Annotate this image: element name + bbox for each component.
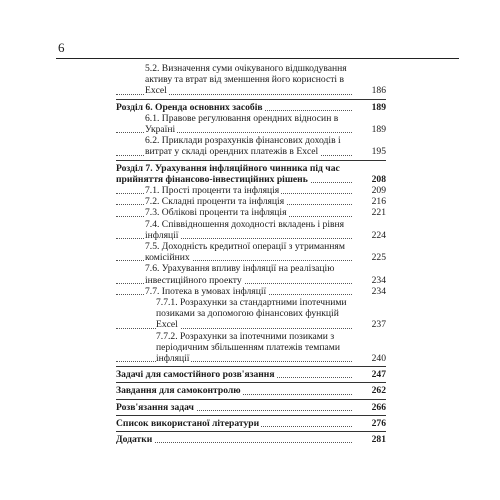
toc-separator xyxy=(116,399,386,400)
toc-entry-page: 262 xyxy=(371,385,386,397)
toc-leader-dots xyxy=(116,361,352,362)
toc-entry-title: Список використаної літератури xyxy=(116,417,260,429)
toc-entry-page: 247 xyxy=(371,369,386,381)
toc-entry[interactable] xyxy=(116,113,386,135)
toc-entry[interactable] xyxy=(116,418,386,429)
toc-entry[interactable] xyxy=(116,241,386,263)
toc-entry[interactable] xyxy=(116,207,386,218)
toc-entry[interactable] xyxy=(116,185,386,196)
toc-entry-title: Розв'язання задач xyxy=(116,401,194,413)
toc-entry-page: 216 xyxy=(371,196,386,208)
table-of-contents xyxy=(116,63,386,445)
toc-entry[interactable] xyxy=(116,102,386,113)
toc-entry-title: 7.5. Доходність кредитної операції з утриманням комісійних xyxy=(145,241,345,264)
toc-entry[interactable] xyxy=(116,63,386,97)
toc-entry-page: 195 xyxy=(371,146,386,158)
toc-entry[interactable] xyxy=(116,385,386,396)
toc-entry-page: 234 xyxy=(371,285,386,297)
toc-entry[interactable] xyxy=(116,135,386,157)
toc-entry[interactable] xyxy=(116,331,386,365)
toc-entry-page: 281 xyxy=(371,434,386,446)
toc-entry-title: 7.7.2. Розрахунки за іпотечними позиками з періодичним збільшенням платежів темпами інфляції xyxy=(156,330,340,365)
toc-separator xyxy=(116,160,386,161)
toc-entry-page: 221 xyxy=(371,207,386,219)
header-rule xyxy=(56,58,459,59)
page-number: 6 xyxy=(58,40,65,55)
toc-entry-page: 237 xyxy=(371,319,386,331)
toc-entry-title: 7.6. Урахування впливу інфляції на реалізацію інвестиційного проекту xyxy=(145,263,335,286)
toc-entry-title: Завдання для самоконтролю xyxy=(116,385,241,397)
toc-entry[interactable] xyxy=(116,369,386,380)
toc-separator xyxy=(116,99,386,100)
toc-entry-title: 7.2. Складні проценти та інфляція xyxy=(145,196,285,208)
toc-leader-dots xyxy=(116,328,352,329)
toc-entry-title: 6.1. Правове регулювання орендних відносин в Україні xyxy=(145,112,339,136)
toc-separator xyxy=(116,382,386,383)
toc-entry[interactable] xyxy=(116,163,386,185)
toc-entry-title: Додатки xyxy=(116,434,153,446)
toc-entry[interactable] xyxy=(116,196,386,207)
toc-entry[interactable] xyxy=(116,286,386,297)
toc-entry-page: 225 xyxy=(371,252,386,264)
toc-entry-page: 224 xyxy=(371,229,386,241)
toc-entry-page: 276 xyxy=(371,417,386,429)
toc-entry-page: 266 xyxy=(371,401,386,413)
toc-entry-page: 208 xyxy=(371,173,386,185)
toc-entry-title: Розділ 7. Урахування інфляційного чинника під час прийняття фінансово-інвестиційних рішень xyxy=(116,162,340,185)
toc-entry-title: 6.2. Приклади розрахунків фінансових доходів і витрат у складі орендних платежів в Excel xyxy=(145,135,341,158)
toc-entry-title: Задачі для самостійного розв'язання xyxy=(116,369,275,381)
toc-entry-page: 189 xyxy=(371,124,386,136)
toc-entry-title: 7.4. Співвідношення доходності вкладень і рівня інфляції xyxy=(145,218,345,241)
toc-entry-page: 234 xyxy=(371,274,386,286)
toc-entry-title: 7.7.1. Розрахунки за стандартними іпотечними позиками за допомогою фінансових функцій Excel xyxy=(156,297,347,331)
toc-separator xyxy=(116,366,386,367)
toc-entry-page: 186 xyxy=(371,85,386,97)
toc-entry-page: 189 xyxy=(371,101,386,113)
toc-separator xyxy=(116,415,386,416)
toc-entry[interactable] xyxy=(116,263,386,285)
toc-entry[interactable] xyxy=(116,434,386,445)
toc-entry-title: 7.1. Прості проценти та інфляція xyxy=(145,185,280,197)
toc-entry-title: 7.3. Облікові проценти та інфляція xyxy=(145,207,287,219)
toc-entry[interactable] xyxy=(116,219,386,241)
toc-entry[interactable] xyxy=(116,402,386,413)
toc-entry-page: 240 xyxy=(371,353,386,365)
toc-separator xyxy=(116,431,386,432)
toc-entry-title: Розділ 6. Оренда основних засобів xyxy=(116,101,263,113)
toc-entry[interactable] xyxy=(116,297,386,331)
toc-entry-page: 209 xyxy=(371,185,386,197)
toc-entry-title: 5.2. Визначення суми очікуваного відшкодування активу та втрат від зменшення його корисності в Excel xyxy=(145,63,347,97)
toc-entry-title: 7.7. Іпотека в умовах інфляції xyxy=(145,285,267,297)
